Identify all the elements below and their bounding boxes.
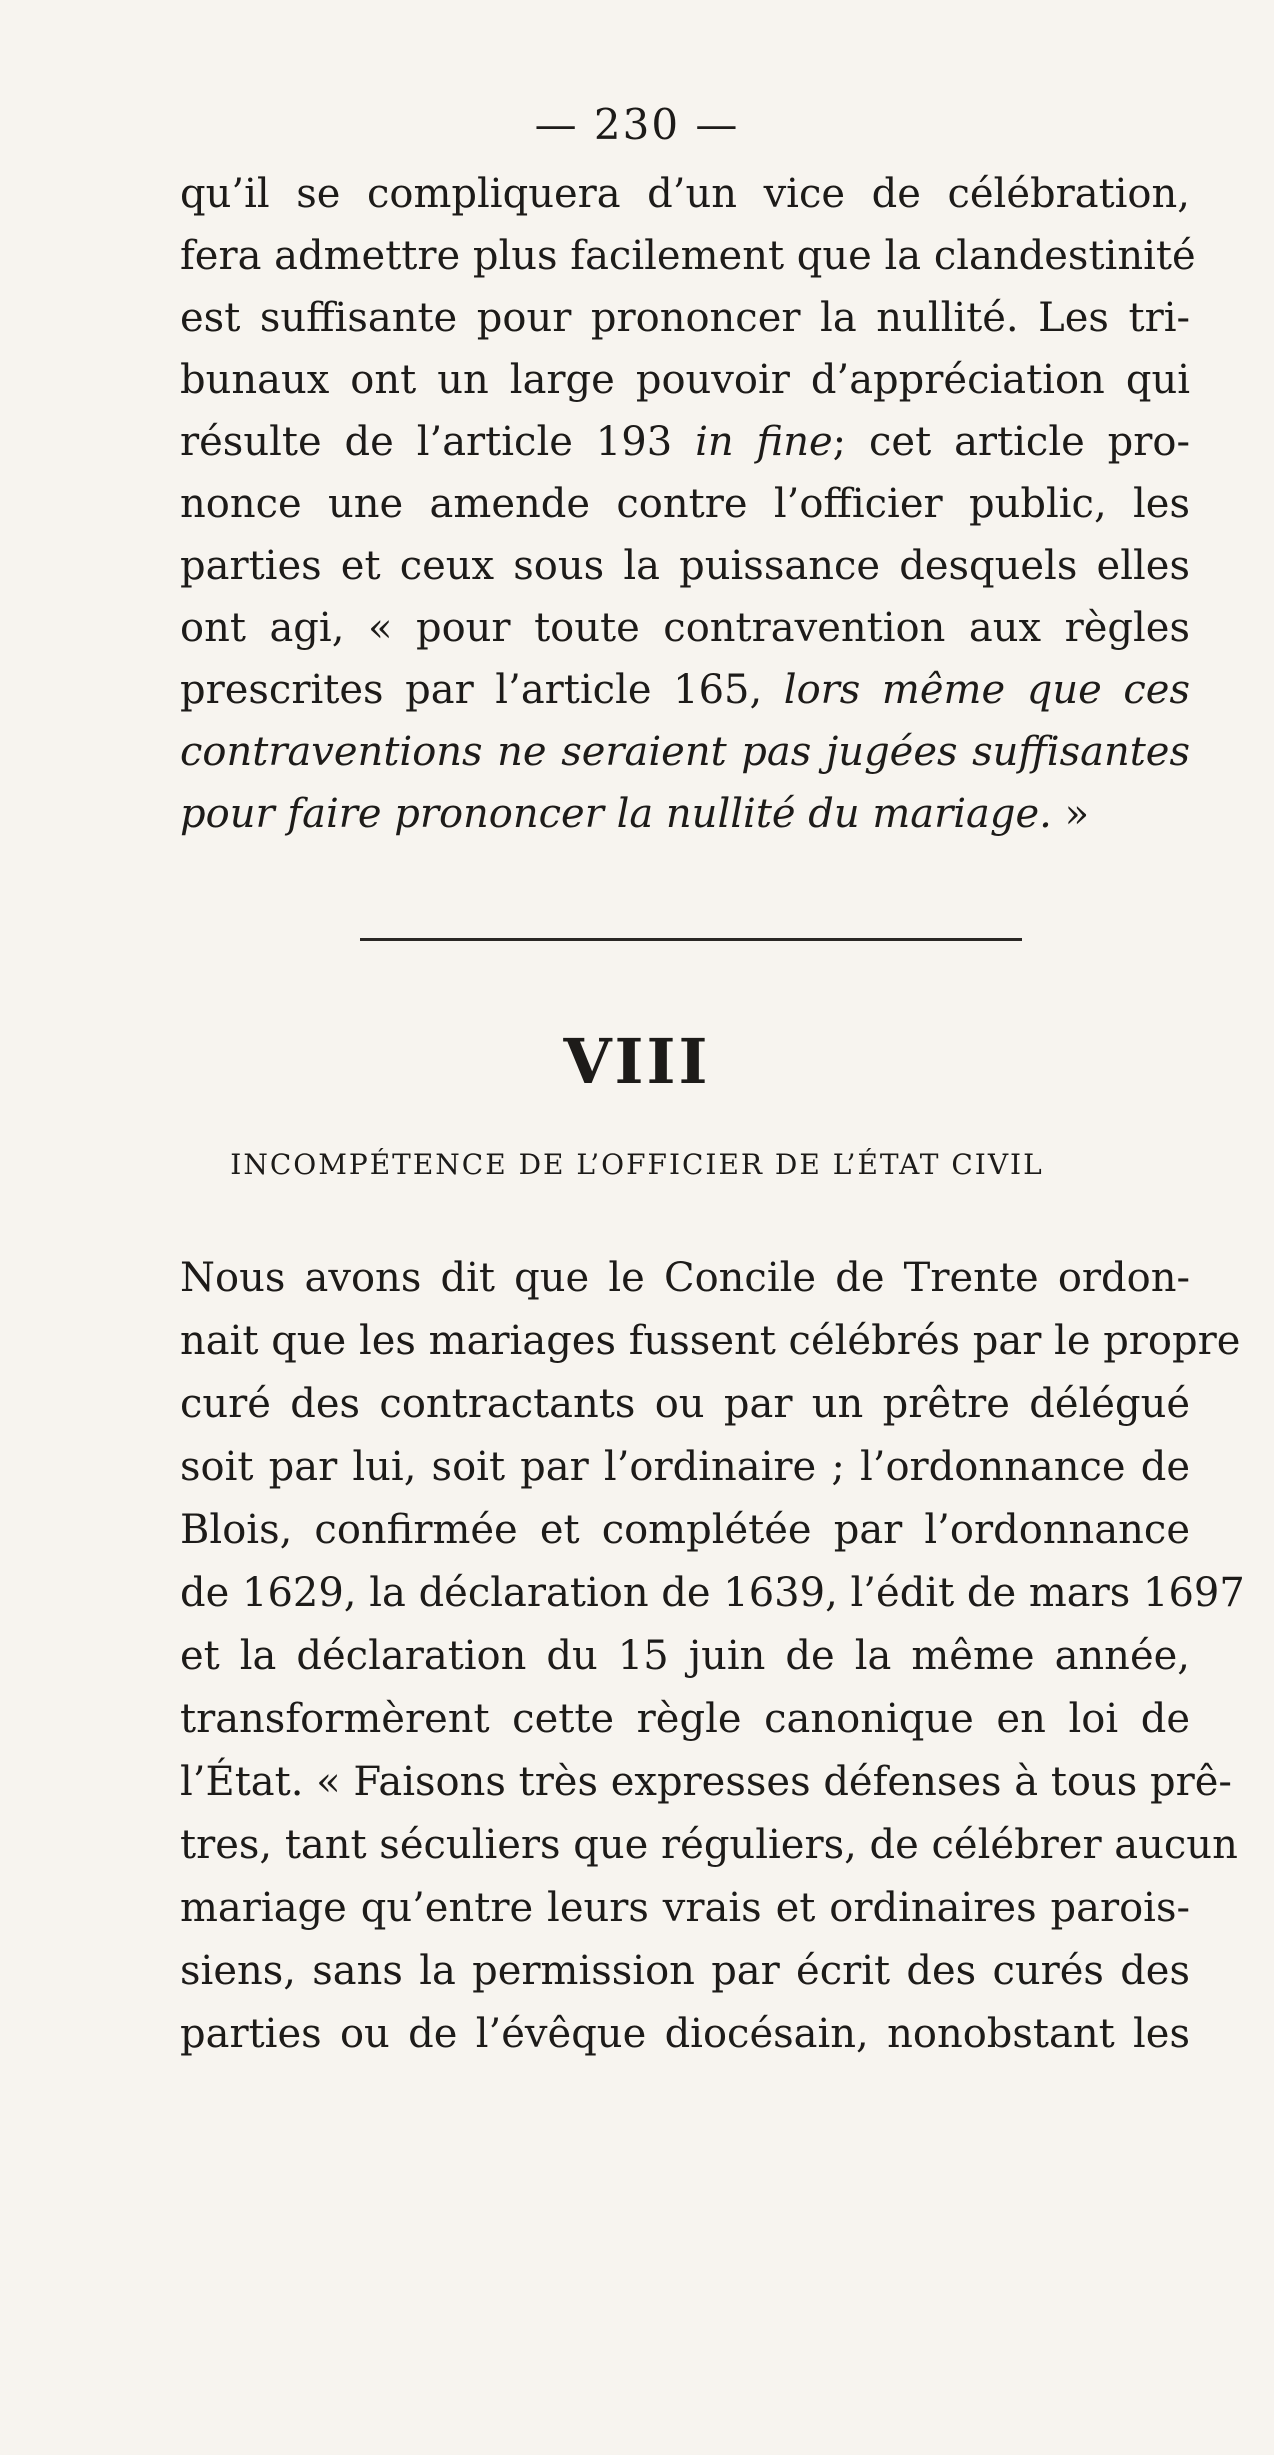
italic-text: in fine: [695, 419, 833, 465]
text-line: [180, 788, 1190, 840]
text-line: qu’il se compliquera d’un vice de célébration,: [180, 171, 1190, 217]
text-line: curé des contractants ou par un prêtre délégué: [180, 1381, 1190, 1427]
text-line: parties ou de l’évêque diocésain, nonobstant les: [180, 2011, 1190, 2057]
text-line: siens, sans la permission par écrit des curés des: [180, 1948, 1190, 1994]
text-line: l’État. « Faisons très expresses défenses à tous prê-: [180, 1759, 1232, 1805]
text-segment: »: [1051, 791, 1090, 837]
text-line: nait que les mariages fussent célébrés par le propre: [180, 1318, 1241, 1364]
italic-text: contraventions ne seraient pas jugées suffisantes: [180, 729, 1190, 775]
text-line: ont agi, « pour toute contravention aux règles: [180, 605, 1190, 651]
text-line: fera admettre plus facilement que la clandestinité: [180, 233, 1196, 279]
section-number: VIII: [563, 1025, 711, 1098]
text-line: parties et ceux sous la puissance desquels elles: [180, 543, 1190, 589]
page-number: — 230 —: [534, 100, 740, 149]
italic-text: lors même que ces: [783, 667, 1190, 713]
text-line: nonce une amende contre l’officier public, les: [180, 481, 1190, 527]
text-line: mariage qu’entre leurs vrais et ordinaires parois-: [180, 1885, 1190, 1931]
text-line: [180, 726, 1190, 778]
text-line: Blois, confirmée et complétée par l’ordonnance: [180, 1507, 1190, 1553]
text-line: [180, 416, 1190, 468]
section-title: INCOMPÉTENCE DE L’OFFICIER DE L’ÉTAT CIVIL: [230, 1148, 1044, 1181]
text-line: transformèrent cette règle canonique en loi de: [180, 1696, 1190, 1742]
text-line: et la déclaration du 15 juin de la même année,: [180, 1633, 1190, 1679]
text-segment: ; cet article pro-: [832, 419, 1191, 465]
text-segment: résulte de l’article 193: [180, 419, 673, 465]
section-divider: [360, 938, 1022, 941]
text-line: tres, tant séculiers que réguliers, de célébrer aucun: [180, 1822, 1238, 1868]
text-line: Nous avons dit que le Concile de Trente ordon-: [180, 1255, 1190, 1301]
text-line: [180, 664, 1190, 716]
text-line: de 1629, la déclaration de 1639, l’édit de mars 1697: [180, 1570, 1245, 1616]
text-line: bunaux ont un large pouvoir d’appréciation qui: [180, 357, 1190, 403]
italic-text: pour faire prononcer la nullité du mariage.: [180, 791, 1052, 837]
text-line: soit par lui, soit par l’ordinaire ; l’ordonnance de: [180, 1444, 1190, 1490]
text-segment: prescrites par l’article 165,: [180, 667, 763, 713]
text-line: est suffisante pour prononcer la nullité. Les tri-: [180, 295, 1190, 341]
